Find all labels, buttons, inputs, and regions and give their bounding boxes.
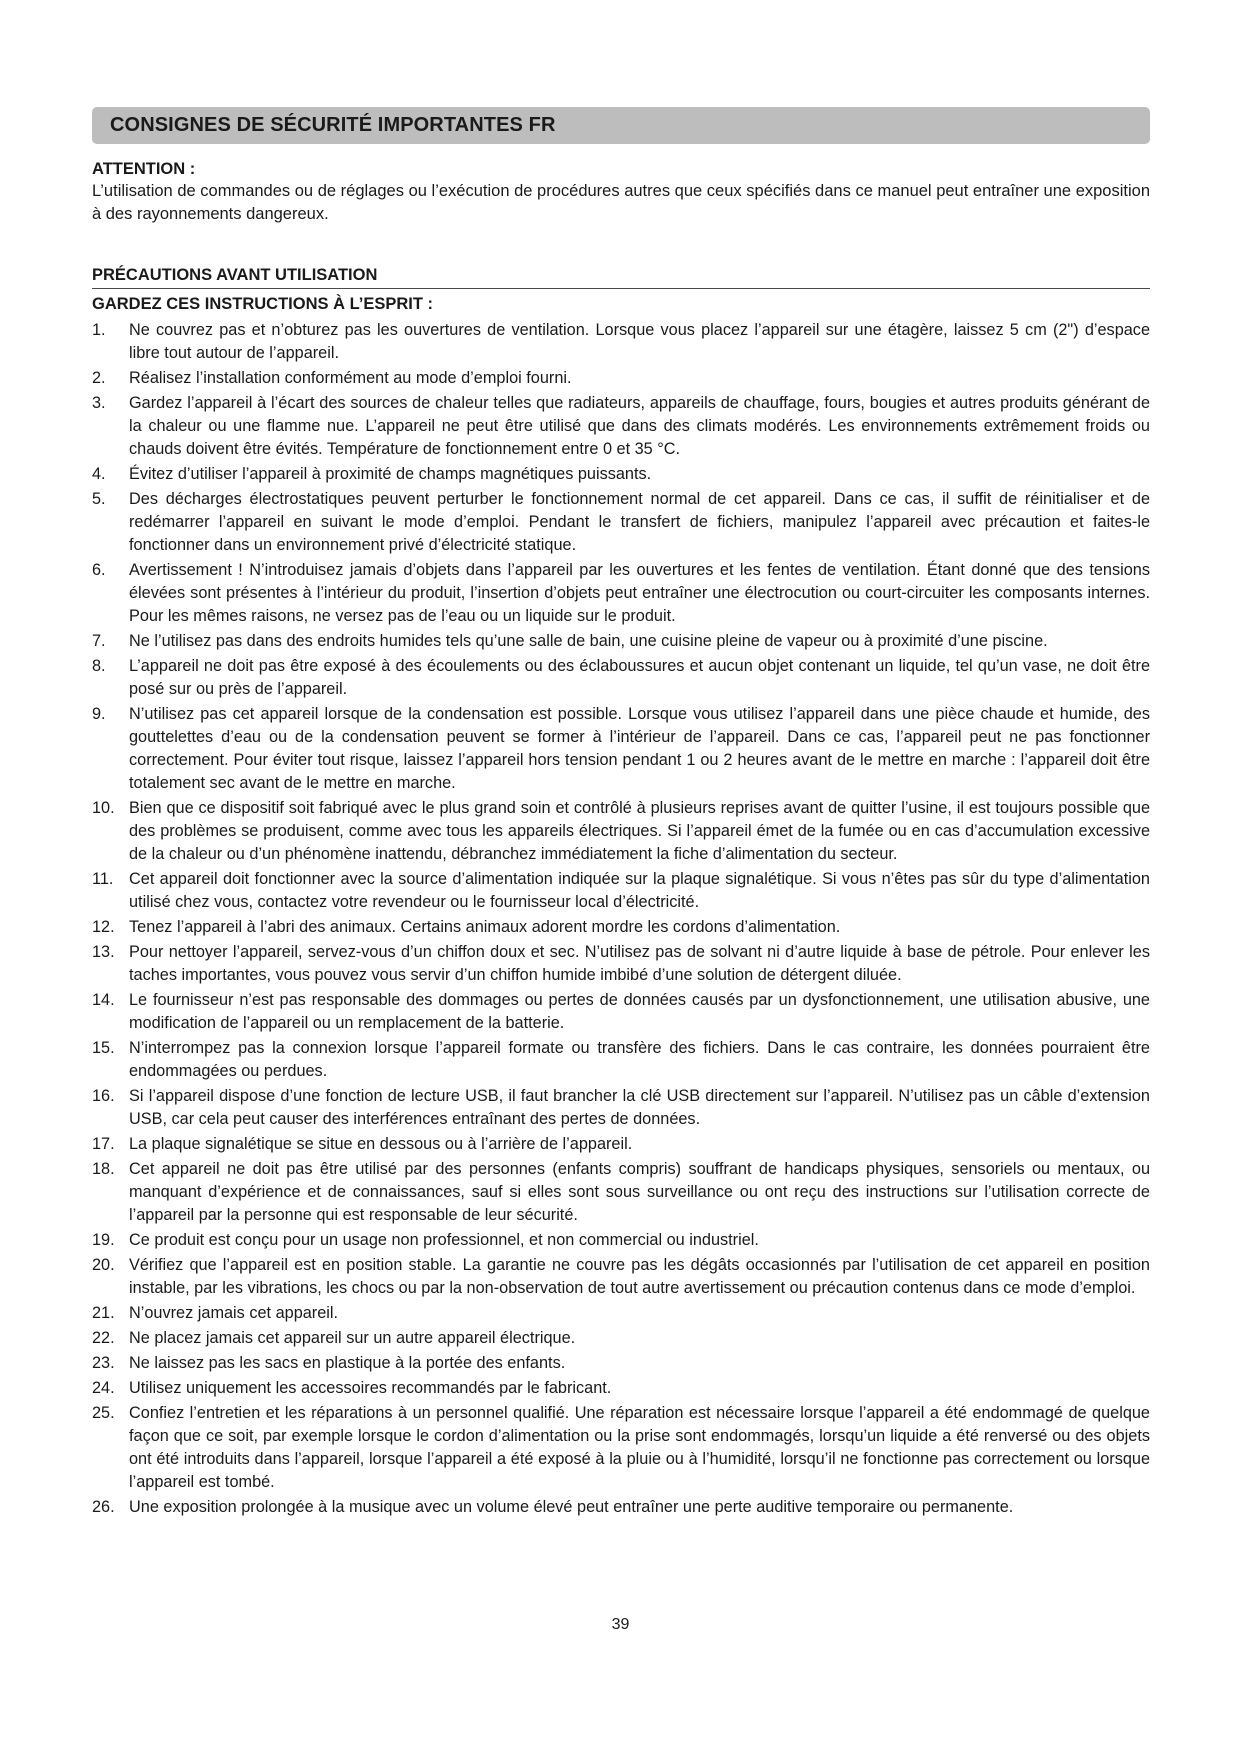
item-number: 26.: [92, 1498, 115, 1516]
item-number: 16.: [92, 1087, 115, 1105]
page-number: 39: [611, 1616, 630, 1633]
list-item: [92, 367, 1150, 390]
list-item: [92, 797, 1150, 866]
list-item: [92, 989, 1150, 1035]
item-text: Bien que ce dispositif soit fabriqué avec le plus grand soin et contrôlé à plusieurs reprises avant de quitter l’usine, il est toujours possible que des problèmes se produisent, comme avec tous les appareils électriques. Si l’appareil émet de la fumée ou en cas d’accumulation excessive de la chaleur ou d’un phénomène inattendu, débranchez immédiatement la fiche d’alimentation du secteur.: [129, 799, 1150, 863]
item-text: Ne couvrez pas et n’obturez pas les ouvertures de ventilation. Lorsque vous placez l’appareil sur une étagère, laissez 5 cm (2") d’espace libre tout autour de l’appareil.: [129, 321, 1150, 362]
item-text: Cet appareil doit fonctionner avec la source d’alimentation indiquée sur la plaque signalétique. Si vous n’êtes pas sûr du type d’alimentation utilisé chez vous, contactez votre revendeur ou le fournisseur local d’électricité.: [129, 870, 1150, 911]
item-number: 13.: [92, 943, 115, 961]
keep-instructions-title: GARDEZ CES INSTRUCTIONS À L’ESPRIT :: [92, 295, 434, 313]
item-text: Ne l’utilisez pas dans des endroits humides tels qu’une salle de bain, une cuisine pleine de vapeur ou à proximité d’une piscine.: [129, 632, 1048, 650]
item-number: 23.: [92, 1354, 115, 1372]
list-item: [92, 1302, 1150, 1325]
item-number: 21.: [92, 1304, 115, 1322]
document-page: [92, 107, 1150, 1521]
item-number: 25.: [92, 1404, 115, 1422]
item-text: Ce produit est conçu pour un usage non professionnel, et non commercial ou industriel.: [129, 1231, 759, 1249]
item-text: Gardez l’appareil à l’écart des sources de chaleur telles que radiateurs, appareils de chauffage, fours, bougies et autres produits générant de la chaleur ou une flamme nue. L’appareil ne peut être utilisé que dans des climats modérés. Les environnements extrêmement froids ou chauds doivent être évités. Température de fonctionnement entre 0 et 35 °C.: [129, 394, 1150, 458]
list-item: [92, 1254, 1150, 1300]
list-item: [92, 868, 1150, 914]
item-number: 1.: [92, 321, 106, 339]
list-item: [92, 703, 1150, 795]
item-number: 15.: [92, 1039, 115, 1057]
item-text: Des décharges électrostatiques peuvent perturber le fonctionnement normal de cet appareil. Dans ce cas, il suffit de réinitialiser et de redémarrer l’appareil en suivant le mode d’emploi. Pendant le transfert de fichiers, manipulez l’appareil avec précaution et faites-le fonctionner dans un environnement privé d’électricité statique.: [129, 490, 1150, 554]
item-text: N’interrompez pas la connexion lorsque l’appareil formate ou transfère des fichiers. Dans le cas contraire, les données pourraient être endommagées ou perdues.: [129, 1039, 1150, 1080]
item-number: 24.: [92, 1379, 115, 1397]
item-text: N’ouvrez jamais cet appareil.: [129, 1304, 339, 1322]
item-text: Tenez l’appareil à l’abri des animaux. Certains animaux adorent mordre les cordons d’alimentation.: [129, 918, 841, 936]
item-text: L’appareil ne doit pas être exposé à des écoulements ou des éclaboussures et aucun objet contenant un liquide, tel qu’un vase, ne doit être posé sur ou près de l’appareil.: [129, 657, 1150, 698]
list-item: [92, 1496, 1150, 1519]
list-item: [92, 463, 1150, 486]
list-item: [92, 1037, 1150, 1083]
item-number: 20.: [92, 1256, 115, 1274]
list-item: [92, 1377, 1150, 1400]
item-number: 5.: [92, 490, 106, 508]
list-item: [92, 1133, 1150, 1156]
list-item: [92, 941, 1150, 987]
item-text: Une exposition prolongée à la musique avec un volume élevé peut entraîner une perte auditive temporaire ou permanente.: [129, 1498, 1014, 1516]
item-number: 7.: [92, 632, 106, 650]
list-item: [92, 488, 1150, 557]
item-text: Cet appareil ne doit pas être utilisé par des personnes (enfants compris) souffrant de handicaps physiques, sensoriels ou mentaux, ou manquant d’expérience et de connaissances, sauf si elles sont sous surveillance ou ont reçu des instructions sur l’utilisation correcte de l’appareil par la personne qui est responsable de leur sécurité.: [129, 1160, 1150, 1224]
item-text: La plaque signalétique se situe en dessous ou à l’arrière de l’appareil.: [129, 1135, 633, 1153]
section-header: CONSIGNES DE SÉCURITÉ IMPORTANTES FR: [92, 107, 1150, 144]
item-text: Vérifiez que l’appareil est en position stable. La garantie ne couvre pas les dégâts occasionnés par l’utilisation de cet appareil en position instable, par les vibrations, les chocs ou par la non-observation de tout autre avertissement ou précaution contenus dans ce mode d’emploi.: [129, 1256, 1150, 1297]
list-item: [92, 559, 1150, 628]
list-item: [92, 630, 1150, 653]
item-number: 12.: [92, 918, 115, 936]
item-number: 22.: [92, 1329, 115, 1347]
list-item: [92, 1158, 1150, 1227]
item-text: Évitez d’utiliser l’appareil à proximité de champs magnétiques puissants.: [129, 465, 652, 483]
item-text: Le fournisseur n’est pas responsable des dommages ou pertes de données causés par un dysfonctionnement, une utilisation abusive, une modification de l’appareil ou un remplacement de la batterie.: [129, 991, 1150, 1032]
item-text: Confiez l’entretien et les réparations à un personnel qualifié. Une réparation est nécessaire lorsque l’appareil a été endommagé de quelque façon que ce soit, par exemple lorsque le cordon d’alimentation ou la prise sont endommagés, lorsqu’un liquide a été renversé ou des objets ont été introduits dans l’appareil, lorsque l’appareil a été exposé à la pluie ou à l’humidité, lorsqu’il ne fonctionne pas correctement ou lorsque l’appareil est tombé.: [129, 1404, 1150, 1491]
item-number: 4.: [92, 465, 106, 483]
item-text: N’utilisez pas cet appareil lorsque de la condensation est possible. Lorsque vous utilisez l’appareil dans une pièce chaude et humide, des gouttelettes d’eau ou de la condensation peuvent se former à l’intérieur de l’appareil. Dans ce cas, l’appareil peut ne pas fonctionner correctement. Pour éviter tout risque, laissez l’appareil hors tension pendant 1 ou 2 heures avant de le mettre en marche : l’appareil doit être totalement sec avant de le mettre en marche.: [129, 705, 1150, 792]
item-number: 18.: [92, 1160, 115, 1178]
precautions-title: PRÉCAUTIONS AVANT UTILISATION: [92, 264, 1150, 289]
item-number: 10.: [92, 799, 115, 817]
item-number: 8.: [92, 657, 106, 675]
item-number: 19.: [92, 1231, 115, 1249]
attention-title: ATTENTION :: [92, 160, 196, 178]
list-item: [92, 392, 1150, 461]
list-item: [92, 1352, 1150, 1375]
item-text: Utilisez uniquement les accessoires recommandés par le fabricant.: [129, 1379, 612, 1397]
instructions-list: [92, 319, 1150, 1519]
item-text: Si l’appareil dispose d’une fonction de lecture USB, il faut brancher la clé USB directement sur l’appareil. N’utilisez pas un câble d’extension USB, car cela peut causer des interférences entraînant des pertes de données.: [129, 1087, 1150, 1128]
item-text: Avertissement ! N’introduisez jamais d’objets dans l’appareil par les ouvertures et les fentes de ventilation. Étant donné que des tensions élevées sont présentes à l’intérieur du produit, l’insertion d’objets peut entraîner une électrocution ou court-circuiter les composants internes. Pour les mêmes raisons, ne versez pas de l’eau ou un liquide sur le produit.: [129, 561, 1150, 625]
list-item: [92, 655, 1150, 701]
item-text: Ne laissez pas les sacs en plastique à la portée des enfants.: [129, 1354, 566, 1372]
list-item: [92, 319, 1150, 365]
item-number: 3.: [92, 394, 106, 412]
item-number: 11.: [92, 870, 114, 888]
list-item: [92, 1085, 1150, 1131]
list-item: [92, 1229, 1150, 1252]
list-item: [92, 1327, 1150, 1350]
item-number: 6.: [92, 561, 106, 579]
item-number: 2.: [92, 369, 106, 387]
item-number: 14.: [92, 991, 115, 1009]
attention-text: L’utilisation de commandes ou de réglages ou l’exécution de procédures autres que ceux spécifiés dans ce manuel peut entraîner une exposition à des rayonnements dangereux.: [92, 182, 1150, 223]
list-item: [92, 1402, 1150, 1494]
item-text: Pour nettoyer l’appareil, servez-vous d’un chiffon doux et sec. N’utilisez pas de solvant ni d’autre liquide à base de pétrole. Pour enlever les taches importantes, vous pouvez vous servir d’un chiffon humide imbibé d’une solution de détergent diluée.: [129, 943, 1150, 984]
item-text: Réalisez l’installation conformément au mode d’emploi fourni.: [129, 369, 572, 387]
list-item: [92, 916, 1150, 939]
item-number: 9.: [92, 705, 106, 723]
item-text: Ne placez jamais cet appareil sur un autre appareil électrique.: [129, 1329, 576, 1347]
item-number: 17.: [92, 1135, 115, 1153]
